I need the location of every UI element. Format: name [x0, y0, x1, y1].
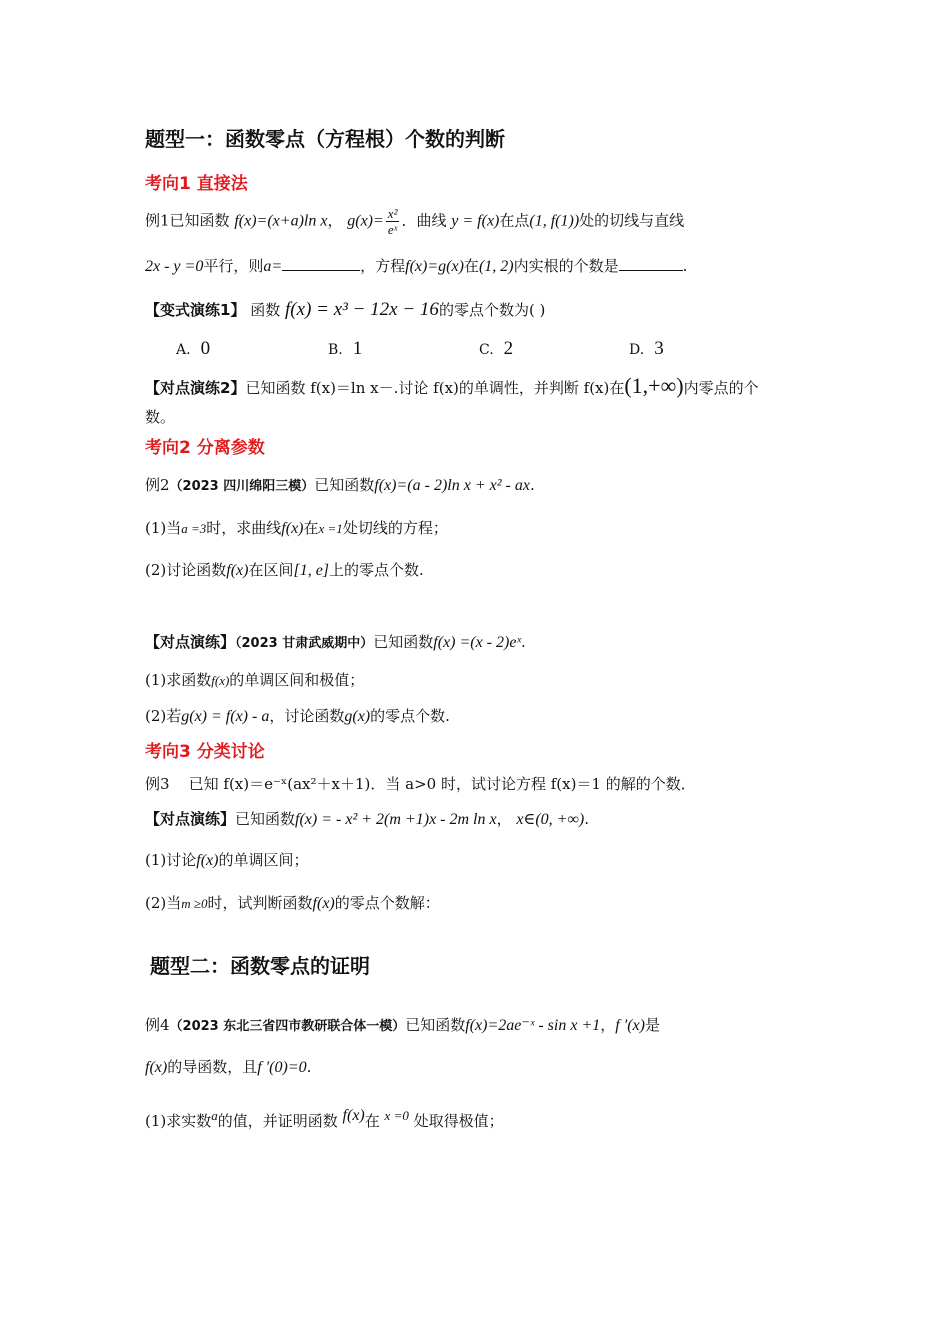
formula-point: (1, f(1))	[529, 212, 580, 230]
text: (2)讨论函数	[145, 561, 227, 579]
text: 已知函数	[314, 476, 375, 494]
fraction-denominator: eˣ	[387, 222, 398, 237]
formula-interval: (1,+∞)	[624, 373, 684, 398]
option-label: C.	[479, 342, 494, 358]
formula-interval: (1, 2)	[478, 258, 514, 275]
text: (1)当	[145, 519, 182, 537]
text: 已知函数	[235, 810, 296, 828]
formula-practice-2: f(x) =(x - 2)eˣ	[433, 634, 521, 651]
text: .	[520, 633, 526, 651]
text: 的零点个数为( )	[438, 301, 546, 319]
subheading-case-discussion: 考向3 分类讨论	[145, 742, 265, 762]
text: 在	[364, 1112, 380, 1130]
formula-line: 2x - y =0	[145, 258, 204, 275]
text: 处切线的方程；	[342, 519, 448, 537]
formula-f: f(x)=(x+a)ln x	[234, 212, 328, 230]
formula-g-prefix: g(x)=	[347, 212, 384, 230]
variant-2-line-1	[145, 373, 759, 398]
text: 的零点个数.	[370, 707, 450, 725]
example-label: 例3	[145, 775, 170, 793]
section-title-1: 题型一：函数零点（方程根）个数的判断	[145, 127, 505, 151]
formula-derivative: f ′(x)	[615, 1017, 645, 1034]
source-tag: （2023 东北三省四市教研联合体一模）	[169, 1019, 406, 1034]
source-tag: （2023 甘肃武威期中）	[235, 636, 374, 651]
practice-3-line: 【对点演练】已知函数f(x) = - x² + 2(m +1)x - 2m ln x， x∈(0, +∞).	[145, 810, 589, 828]
text: 时，试判断函数	[207, 894, 313, 912]
option-value: 3	[654, 338, 664, 359]
practice-2-line	[145, 632, 526, 654]
example-3-line	[145, 774, 696, 794]
formula-interval: [1, e]	[293, 562, 330, 579]
text: .	[584, 810, 589, 828]
variant-label: 【对点演练2】	[145, 379, 246, 397]
text: .	[682, 257, 688, 275]
text: 已知 f(x)＝e⁻ˣ(ax²＋x＋1)．当 a>0 时，试讨论方程 f(x)＝1 的解的个数．	[188, 775, 696, 793]
text: ，	[600, 1016, 616, 1034]
section-title-2: 题型二：函数零点的证明	[150, 954, 370, 978]
formula-cond: m ≥0	[181, 896, 208, 911]
formula-domain: x∈(0, +∞)	[516, 811, 585, 828]
formula-f: f(x)	[211, 673, 230, 688]
formula-x: x =1	[318, 521, 343, 536]
practice-2-q2	[145, 706, 450, 727]
text: 已知函数 f(x)＝ln x－.讨论 f(x)的单调性，并判断 f(x)在	[245, 379, 625, 397]
formula-f: f(x)	[145, 1059, 168, 1076]
practice-label: 【对点演练】	[145, 810, 236, 828]
practice-3-q2	[145, 893, 440, 914]
text: 的导函数，且	[167, 1058, 258, 1076]
text: 时，求曲线	[206, 519, 282, 537]
formula-x: x =0	[384, 1108, 409, 1123]
practice-2-q1	[145, 670, 364, 691]
text: 在	[463, 257, 479, 275]
answer-blank-1[interactable]	[282, 256, 360, 271]
example-4-line-2	[145, 1057, 311, 1078]
example-label: 例1	[145, 211, 170, 230]
option-value: 1	[352, 338, 363, 359]
variant-2-line-2: 数。	[145, 408, 176, 426]
formula-f: f(x)	[312, 895, 335, 912]
source-tag: （2023 四川绵阳三模）	[169, 479, 315, 494]
option-label: D.	[629, 342, 645, 358]
text: 的单调区间和极值；	[229, 671, 365, 689]
text: (2)当	[145, 894, 182, 912]
text: ，讨论函数	[269, 707, 345, 725]
option-label: B.	[328, 342, 343, 358]
text: 的零点个数解：	[334, 894, 440, 912]
formula-practice-3: f(x) = - x² + 2(m +1)x - 2m ln x	[295, 811, 497, 828]
option-value: 0	[200, 338, 211, 359]
option-b[interactable]	[328, 338, 362, 360]
formula-equation: f(x)=g(x)	[405, 258, 464, 275]
text: 是	[644, 1016, 660, 1034]
text: ．曲线	[401, 211, 447, 230]
example-label: 例2	[145, 476, 170, 494]
subheading-direct-method: 考向1 直接法	[145, 174, 248, 194]
text: 的值，并证明函数	[217, 1112, 338, 1130]
text: 平行，则	[203, 257, 264, 275]
text: 已知函数	[405, 1016, 466, 1034]
formula-curve: y = f(x)	[451, 212, 500, 230]
formula-g-short: g(x)	[344, 708, 371, 725]
text: (1)求函数	[145, 671, 212, 689]
formula-a: a=	[263, 258, 283, 275]
formula-variant-1: f(x) = x³ − 12x − 16	[285, 299, 439, 320]
example-1-line-2	[145, 256, 687, 277]
text: 处取得极值；	[413, 1112, 504, 1130]
text: 在区间	[248, 561, 294, 579]
text: 内实根的个数是	[513, 257, 619, 275]
option-value: 2	[503, 338, 514, 359]
subheading-separate-parameters: 考向2 分离参数	[145, 438, 265, 458]
text: .	[306, 1058, 312, 1076]
text: .	[529, 476, 535, 494]
text: 处的切线与直线	[579, 211, 685, 230]
example-4-q1	[145, 1106, 504, 1131]
formula-a: a	[211, 1108, 218, 1123]
text: (1)讨论	[145, 851, 197, 869]
practice-3-q1	[145, 850, 308, 871]
option-label: A.	[176, 342, 191, 358]
example-1-line-1: 例1已知函数 f(x)=(x+a)ln x， g(x)= $\frac{\text{x²}}{\text{eˣ}}$ ．曲线 y = f(x)在点(1, f(1))处的切线与直线	[145, 206, 685, 237]
formula-example-2: f(x)=(a - 2)ln x + x² - ax	[374, 477, 530, 494]
text: ，方程	[360, 257, 406, 275]
example-text: 已知函数	[169, 211, 230, 230]
formula-example-4: f(x)=2ae⁻ˣ - sin x +1	[465, 1017, 601, 1034]
text: 函数	[250, 301, 281, 319]
example-2-q2	[145, 560, 424, 581]
example-2-q1	[145, 518, 448, 539]
formula-f: f(x)	[196, 852, 219, 869]
formula-f: f(x)	[342, 1107, 365, 1124]
formula-f: f(x)	[281, 520, 304, 537]
option-d[interactable]	[629, 338, 664, 360]
formula-g-fraction	[386, 206, 400, 237]
text: 的单调区间；	[218, 851, 309, 869]
text: (2)若	[145, 707, 182, 725]
answer-blank-2[interactable]	[619, 256, 683, 271]
variant-1-line	[145, 300, 545, 320]
text: 已知函数	[373, 633, 434, 651]
formula-cond: a =3	[181, 521, 207, 536]
practice-label: 【对点演练】	[145, 633, 236, 651]
example-4-line-1	[145, 1015, 660, 1037]
text: (1)求实数	[145, 1112, 212, 1130]
variant-label: 【变式演练1】	[145, 301, 246, 319]
formula-g: g(x) = f(x) - a	[181, 708, 270, 725]
text: 上的零点个数.	[329, 561, 424, 579]
example-2-line	[145, 475, 535, 497]
option-a[interactable]	[176, 338, 210, 360]
text: 在点	[499, 211, 530, 230]
text: 内零点的个	[683, 379, 759, 397]
option-c[interactable]	[479, 338, 513, 360]
formula-condition: f ′(0)=0	[257, 1059, 307, 1076]
formula-f: f(x)	[226, 562, 249, 579]
fraction-numerator: x²	[387, 206, 398, 221]
example-label: 例4	[145, 1016, 170, 1034]
text: 在	[303, 519, 319, 537]
